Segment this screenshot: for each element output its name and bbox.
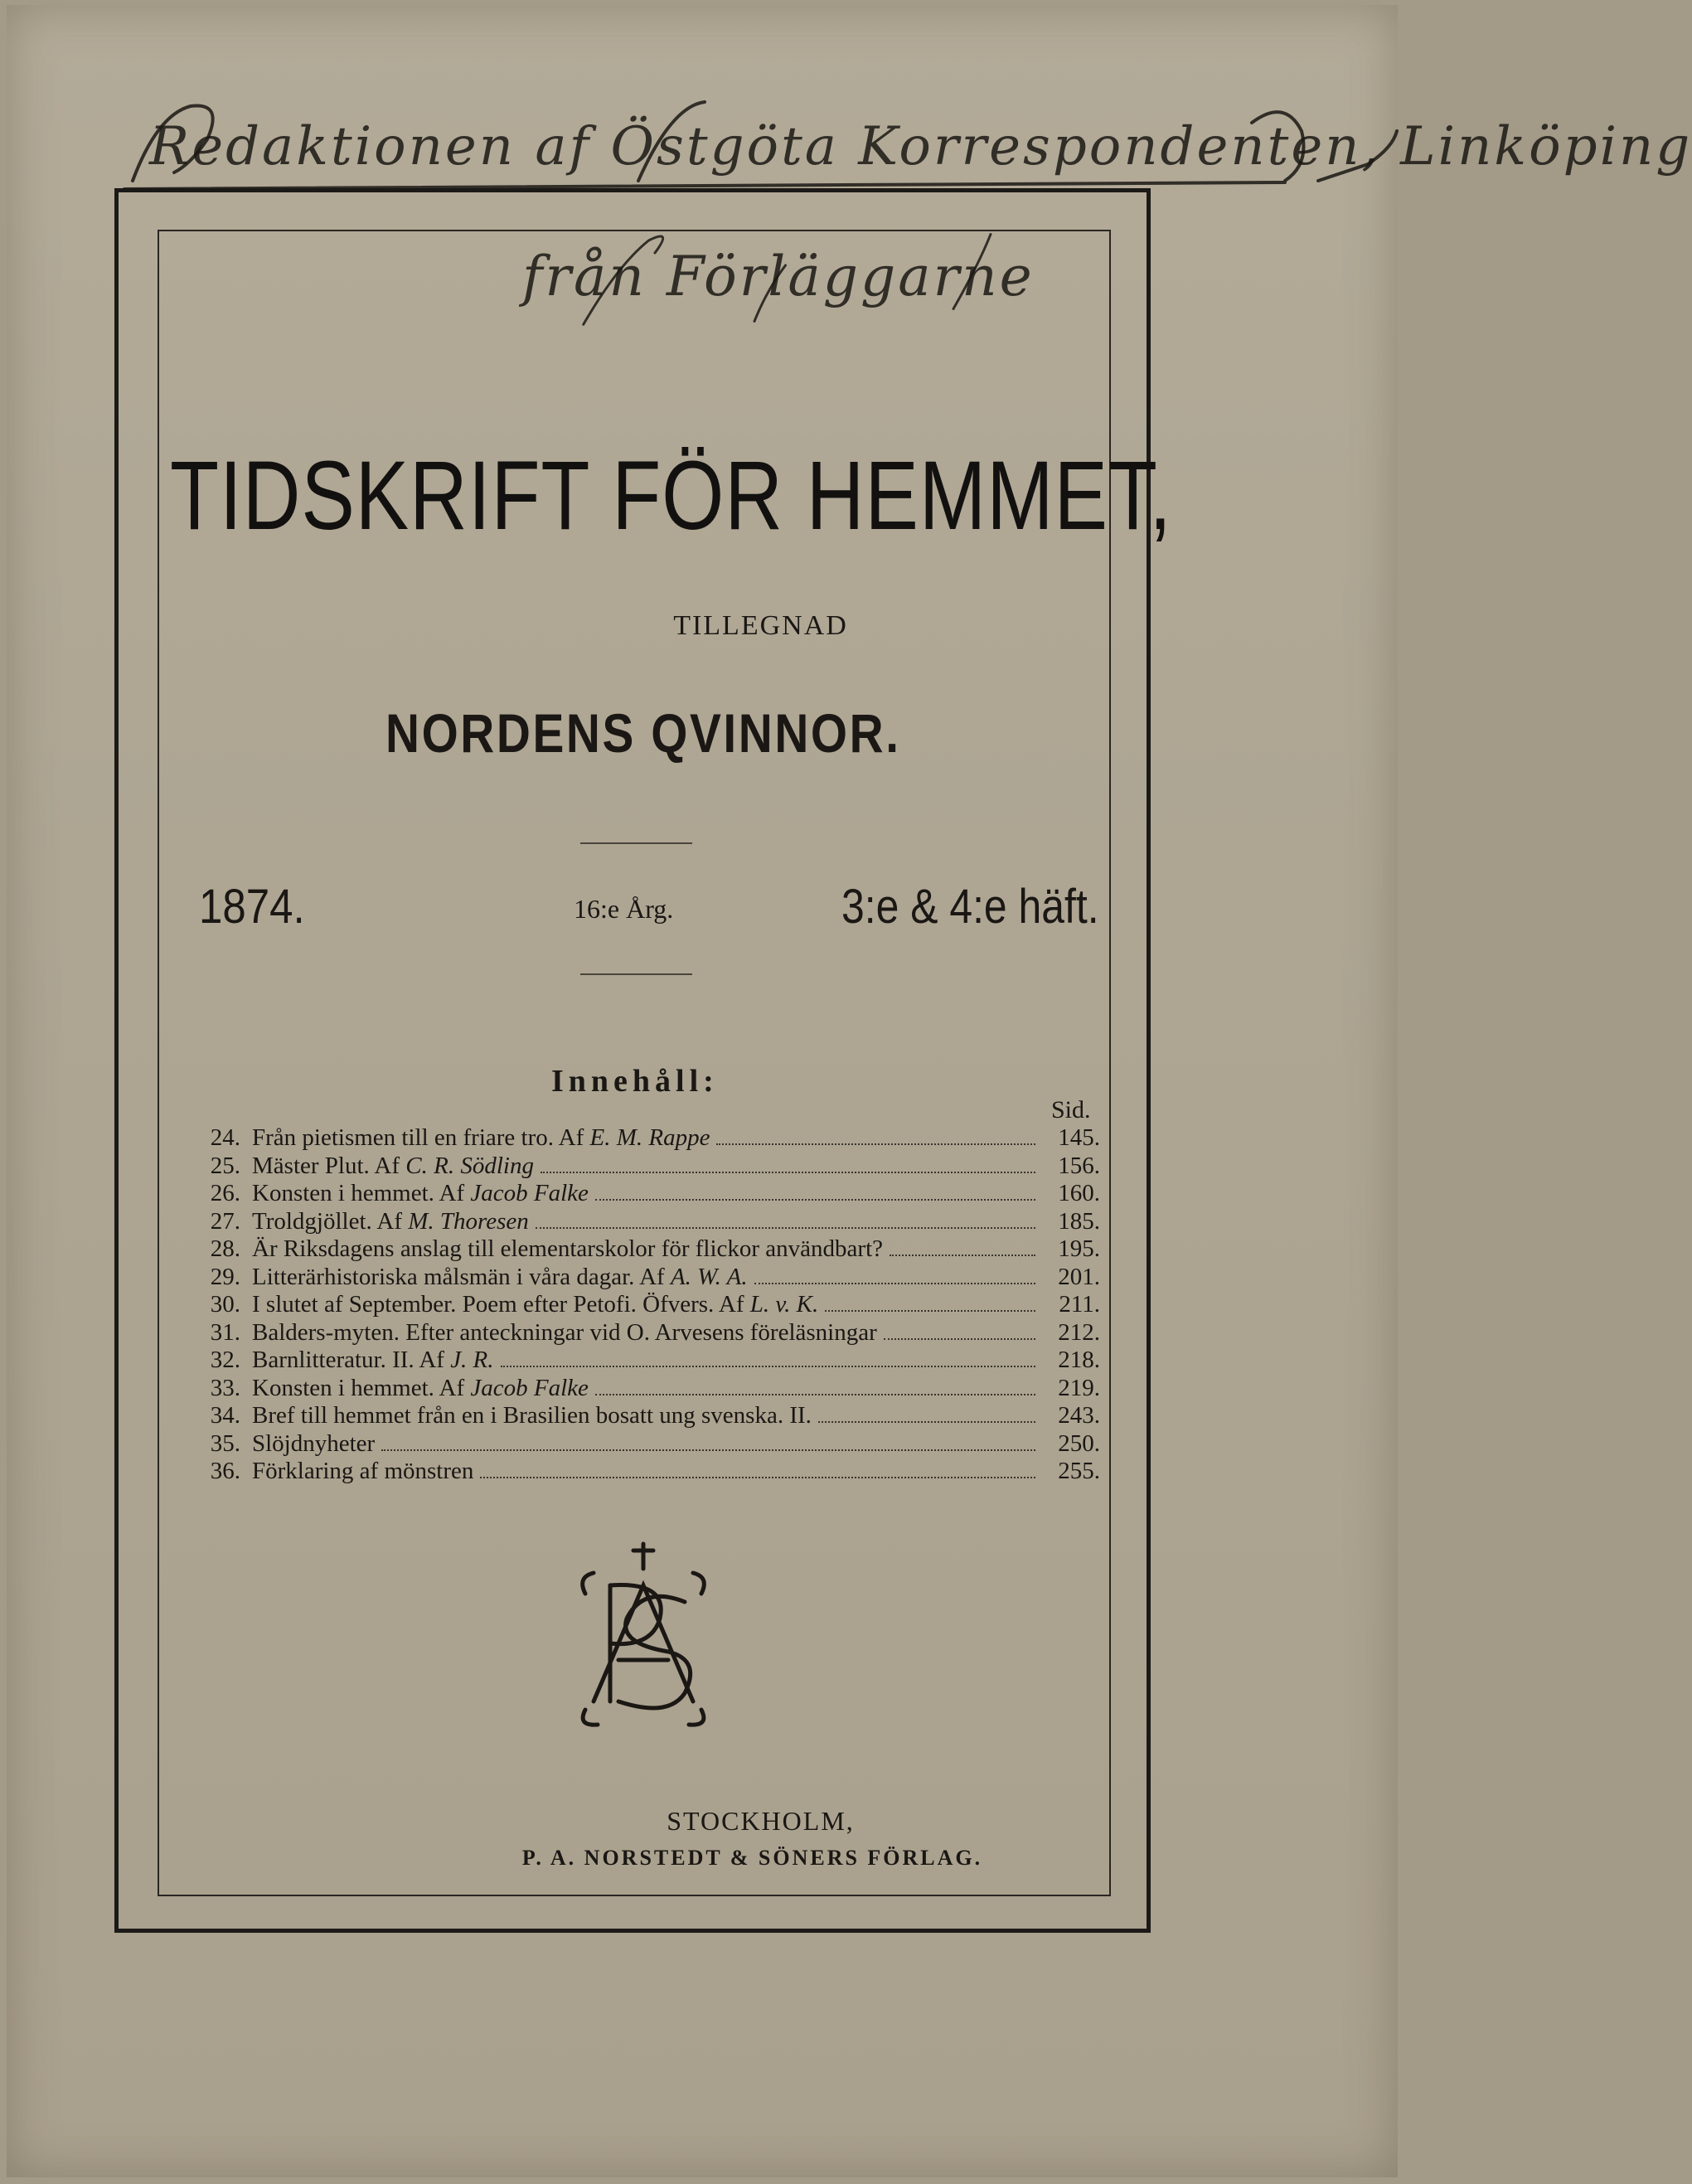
toc-author: A. W. A. xyxy=(670,1263,748,1290)
toc-title-text: Från pietismen till en friare tro. Af xyxy=(252,1124,590,1151)
toc-leader-dots xyxy=(536,1227,1035,1229)
toc-number: 26. xyxy=(210,1180,240,1206)
toc-leader-dots xyxy=(890,1255,1035,1256)
toc-title xyxy=(252,1430,375,1458)
table-of-contents xyxy=(176,1124,1100,1486)
toc-page-number: 243. xyxy=(1058,1402,1100,1429)
toc-row xyxy=(176,1291,1100,1319)
toc-title-text: Barnlitteratur. II. Af xyxy=(252,1347,451,1373)
toc-author: C. R. Södling xyxy=(405,1152,534,1179)
monogram-letters: P A N S xyxy=(643,1733,647,1734)
toc-title-text: Litterärhistoriska målsmän i våra dagar. Af xyxy=(252,1263,671,1290)
publication-city: STOCKHOLM, xyxy=(667,1806,855,1836)
toc-leader-dots xyxy=(884,1338,1035,1340)
toc-leader-dots xyxy=(595,1199,1035,1201)
toc-row xyxy=(176,1153,1100,1181)
toc-title xyxy=(252,1264,748,1291)
toc-leader-dots xyxy=(480,1477,1035,1478)
toc-title-text: Förklaring af mönstren xyxy=(252,1458,474,1484)
toc-row xyxy=(176,1208,1100,1236)
toc-number: 34. xyxy=(210,1402,240,1429)
toc-title-text: Konsten i hemmet. Af xyxy=(252,1374,471,1401)
issue: 3:e & 4:e häft. xyxy=(841,880,1099,934)
toc-leader-dots xyxy=(818,1421,1035,1423)
toc-title xyxy=(252,1180,589,1207)
toc-title xyxy=(252,1402,812,1429)
divider-rule-bottom xyxy=(580,973,692,975)
contents-heading: Innehåll: xyxy=(551,1064,719,1099)
toc-title-text: Bref till hemmet från en i Brasilien bosatt ung svenska. II. xyxy=(252,1402,812,1429)
inscription-line1: Redaktionen af Östgöta Korrespondenten, Linköping xyxy=(149,116,1692,177)
toc-row xyxy=(176,1458,1100,1486)
toc-number: 35. xyxy=(210,1429,240,1457)
toc-number: 32. xyxy=(210,1347,240,1373)
journal-subtitle: NORDENS QVINNOR. xyxy=(385,702,901,764)
toc-number: 25. xyxy=(210,1152,240,1179)
toc-title xyxy=(252,1458,473,1485)
toc-title-text: Är Riksdagens anslag till elementarskolor för flickor användbart? xyxy=(252,1235,884,1262)
publisher-name: P. A. NORSTEDT & SÖNERS FÖRLAG. xyxy=(521,1846,983,1870)
dedication-label: TILLEGNAD xyxy=(673,610,848,641)
toc-page-number: 195. xyxy=(1058,1235,1100,1262)
toc-row xyxy=(176,1235,1100,1264)
toc-number: 31. xyxy=(210,1318,240,1346)
toc-number: 28. xyxy=(210,1235,240,1262)
toc-leader-dots xyxy=(381,1449,1035,1451)
toc-number: 30. xyxy=(210,1291,240,1318)
toc-page-number: 160. xyxy=(1058,1180,1100,1206)
toc-number: 29. xyxy=(210,1263,240,1290)
toc-page-number: 201. xyxy=(1058,1263,1100,1290)
toc-title-text: I slutet af September. Poem efter Petofi. Öfvers. Af xyxy=(252,1291,750,1318)
toc-number: 33. xyxy=(210,1374,240,1401)
toc-row xyxy=(176,1430,1100,1458)
toc-author: E. M. Rappe xyxy=(589,1124,710,1151)
toc-author: M. Thoresen xyxy=(408,1207,529,1235)
toc-leader-dots xyxy=(716,1143,1035,1145)
publisher-monogram xyxy=(560,1536,726,1735)
toc-page-number: 219. xyxy=(1058,1374,1100,1401)
toc-title xyxy=(252,1124,710,1152)
toc-page-number: 250. xyxy=(1058,1429,1100,1457)
toc-row xyxy=(176,1124,1100,1153)
toc-page-number: 218. xyxy=(1058,1347,1100,1373)
toc-author: Jacob Falke xyxy=(470,1180,589,1206)
toc-row xyxy=(176,1402,1100,1430)
toc-page-number: 185. xyxy=(1058,1207,1100,1235)
toc-title-text: Slöjdnyheter xyxy=(252,1429,376,1457)
toc-row xyxy=(176,1347,1100,1375)
volume: 16:e Årg. xyxy=(574,894,674,924)
toc-page-number: 156. xyxy=(1058,1152,1100,1179)
inscription-line2: från Förläggarne xyxy=(522,245,1035,308)
page-column-header: Sid. xyxy=(1051,1096,1091,1124)
toc-title xyxy=(252,1235,883,1263)
toc-leader-dots xyxy=(825,1310,1035,1312)
toc-author: Jacob Falke xyxy=(470,1374,589,1401)
toc-number: 24. xyxy=(210,1124,240,1151)
toc-row xyxy=(176,1264,1100,1292)
toc-author: J. R. xyxy=(450,1347,494,1373)
toc-row xyxy=(176,1319,1100,1347)
toc-leader-dots xyxy=(595,1394,1035,1395)
toc-title xyxy=(252,1291,818,1318)
toc-number: 36. xyxy=(210,1458,240,1484)
toc-title xyxy=(252,1208,529,1235)
toc-title xyxy=(252,1319,877,1347)
toc-row xyxy=(176,1180,1100,1208)
toc-leader-dots xyxy=(754,1283,1035,1284)
toc-leader-dots xyxy=(501,1366,1035,1367)
year: 1874. xyxy=(199,880,305,934)
toc-page-number: 212. xyxy=(1058,1318,1100,1346)
toc-title xyxy=(252,1375,589,1402)
toc-title xyxy=(252,1153,534,1180)
toc-page-number: 211. xyxy=(1059,1291,1100,1318)
toc-row xyxy=(176,1375,1100,1403)
toc-page-number: 145. xyxy=(1058,1124,1100,1151)
toc-title-text: Balders-myten. Efter anteckningar vid O. Arvesens föreläsningar xyxy=(252,1318,877,1346)
journal-title: TIDSKRIFT FÖR HEMMET, xyxy=(170,441,1172,551)
toc-title xyxy=(252,1347,494,1374)
toc-title-text: Mäster Plut. Af xyxy=(252,1152,406,1179)
divider-rule-top xyxy=(580,842,692,844)
toc-page-number: 255. xyxy=(1058,1458,1100,1484)
toc-title-text: Konsten i hemmet. Af xyxy=(252,1180,471,1206)
toc-leader-dots xyxy=(541,1172,1035,1173)
toc-title-text: Troldgjöllet. Af xyxy=(252,1207,409,1235)
toc-author: L. v. K. xyxy=(749,1291,819,1318)
toc-number: 27. xyxy=(210,1207,240,1235)
